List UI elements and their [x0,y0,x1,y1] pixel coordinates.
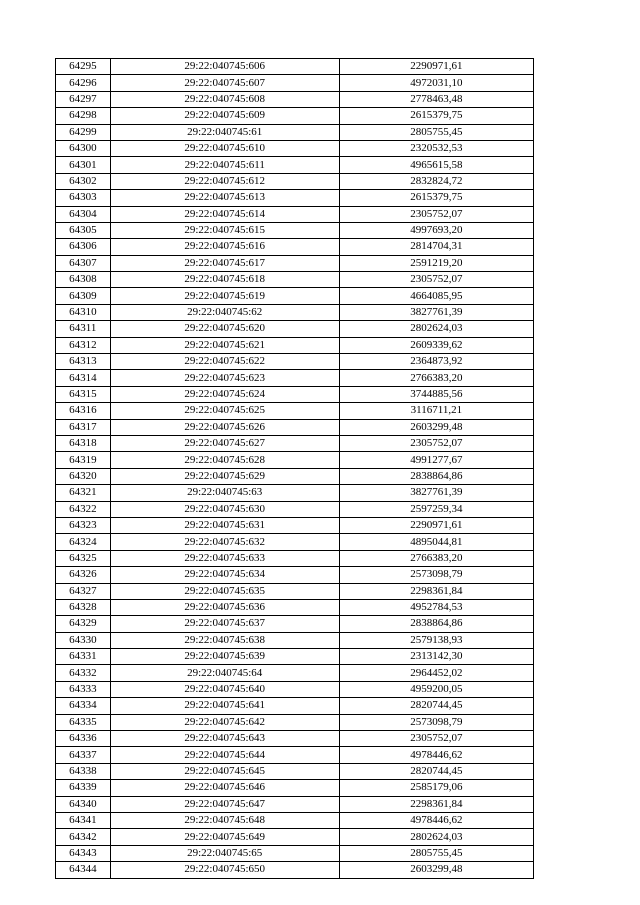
value-cell: 2766383,20 [339,370,533,386]
row-number-cell: 64303 [56,190,111,206]
table-row [56,337,534,353]
cadastral-number-cell: 29:22:040745:637 [110,616,339,632]
cadastral-number-cell: 29:22:040745:619 [110,288,339,304]
table-row [56,386,534,402]
row-number-cell: 64297 [56,91,111,107]
table-row [56,862,534,878]
table-row [56,288,534,304]
value-cell: 2832824,72 [339,173,533,189]
cadastral-number-cell: 29:22:040745:615 [110,222,339,238]
row-number-cell: 64341 [56,812,111,828]
table-row [56,517,534,533]
table-row [56,567,534,583]
cadastral-number-cell: 29:22:040745:630 [110,501,339,517]
cadastral-number-cell: 29:22:040745:639 [110,649,339,665]
table-row [56,698,534,714]
value-cell: 2615379,75 [339,190,533,206]
row-number-cell: 64340 [56,796,111,812]
value-cell: 4997693,20 [339,222,533,238]
cadastral-number-cell: 29:22:040745:644 [110,747,339,763]
table-row [56,255,534,271]
cadastral-number-cell: 29:22:040745:61 [110,124,339,140]
table-row [56,763,534,779]
row-number-cell: 64318 [56,435,111,451]
cadastral-number-cell: 29:22:040745:641 [110,698,339,714]
cadastral-number-cell: 29:22:040745:607 [110,75,339,91]
table-row [56,157,534,173]
row-number-cell: 64300 [56,140,111,156]
value-cell: 2364873,92 [339,354,533,370]
row-number-cell: 64317 [56,419,111,435]
table-row [56,550,534,566]
cadastral-number-cell: 29:22:040745:64 [110,665,339,681]
row-number-cell: 64343 [56,845,111,861]
row-number-cell: 64309 [56,288,111,304]
cadastral-number-cell: 29:22:040745:650 [110,862,339,878]
cadastral-number-cell: 29:22:040745:608 [110,91,339,107]
table-row [56,304,534,320]
cadastral-number-cell: 29:22:040745:646 [110,780,339,796]
table-row [56,468,534,484]
value-cell: 2615379,75 [339,108,533,124]
cadastral-number-cell: 29:22:040745:617 [110,255,339,271]
value-cell: 2778463,48 [339,91,533,107]
table-row [56,534,534,550]
row-number-cell: 64342 [56,829,111,845]
value-cell: 2766383,20 [339,550,533,566]
value-cell: 2290971,61 [339,59,533,75]
table-row [56,222,534,238]
cadastral-number-cell: 29:22:040745:613 [110,190,339,206]
row-number-cell: 64324 [56,534,111,550]
cadastral-number-cell: 29:22:040745:645 [110,763,339,779]
table-body [56,59,534,879]
table-row [56,370,534,386]
cadastral-number-cell: 29:22:040745:606 [110,59,339,75]
row-number-cell: 64322 [56,501,111,517]
table-row [56,845,534,861]
row-number-cell: 64306 [56,239,111,255]
value-cell: 2805755,45 [339,124,533,140]
value-cell: 2802624,03 [339,321,533,337]
row-number-cell: 64327 [56,583,111,599]
row-number-cell: 64305 [56,222,111,238]
value-cell: 2597259,34 [339,501,533,517]
cadastral-number-cell: 29:22:040745:648 [110,812,339,828]
row-number-cell: 64329 [56,616,111,632]
table-row [56,206,534,222]
value-cell: 4895044,81 [339,534,533,550]
cadastral-number-cell: 29:22:040745:610 [110,140,339,156]
cadastral-number-cell: 29:22:040745:618 [110,272,339,288]
cadastral-number-cell: 29:22:040745:614 [110,206,339,222]
value-cell: 2579138,93 [339,632,533,648]
cadastral-number-cell: 29:22:040745:616 [110,239,339,255]
table-row [56,354,534,370]
cadastral-number-cell: 29:22:040745:647 [110,796,339,812]
table-row [56,632,534,648]
value-cell: 2298361,84 [339,583,533,599]
cadastral-number-cell: 29:22:040745:63 [110,485,339,501]
table-row [56,583,534,599]
cadastral-number-cell: 29:22:040745:623 [110,370,339,386]
cadastral-number-cell: 29:22:040745:627 [110,435,339,451]
value-cell: 2820744,45 [339,763,533,779]
row-number-cell: 64320 [56,468,111,484]
value-cell: 2313142,30 [339,649,533,665]
row-number-cell: 64301 [56,157,111,173]
cadastral-number-cell: 29:22:040745:609 [110,108,339,124]
cadastral-number-cell: 29:22:040745:612 [110,173,339,189]
value-cell: 4664085,95 [339,288,533,304]
row-number-cell: 64310 [56,304,111,320]
cadastral-number-cell: 29:22:040745:643 [110,731,339,747]
table-row [56,91,534,107]
row-number-cell: 64315 [56,386,111,402]
value-cell: 2305752,07 [339,272,533,288]
row-number-cell: 64335 [56,714,111,730]
table-row [56,780,534,796]
cadastral-number-cell: 29:22:040745:631 [110,517,339,533]
value-cell: 2609339,62 [339,337,533,353]
value-cell: 2805755,45 [339,845,533,861]
row-number-cell: 64336 [56,731,111,747]
table-row [56,403,534,419]
row-number-cell: 64302 [56,173,111,189]
table-row [56,485,534,501]
row-number-cell: 64334 [56,698,111,714]
cadastral-number-cell: 29:22:040745:620 [110,321,339,337]
row-number-cell: 64319 [56,452,111,468]
row-number-cell: 64321 [56,485,111,501]
table-row [56,173,534,189]
value-cell: 3827761,39 [339,304,533,320]
table-row [56,239,534,255]
value-cell: 4965615,58 [339,157,533,173]
value-cell: 2603299,48 [339,419,533,435]
cadastral-number-cell: 29:22:040745:640 [110,681,339,697]
value-cell: 4978446,62 [339,812,533,828]
row-number-cell: 64338 [56,763,111,779]
value-cell: 2305752,07 [339,731,533,747]
cadastral-number-cell: 29:22:040745:621 [110,337,339,353]
value-cell: 2305752,07 [339,435,533,451]
cadastral-number-cell: 29:22:040745:634 [110,567,339,583]
table-row [56,435,534,451]
row-number-cell: 64344 [56,862,111,878]
table-row [56,190,534,206]
cadastral-number-cell: 29:22:040745:638 [110,632,339,648]
table-row [56,812,534,828]
value-cell: 2838864,86 [339,468,533,484]
value-cell: 2290971,61 [339,517,533,533]
cadastral-number-cell: 29:22:040745:629 [110,468,339,484]
table-row [56,796,534,812]
cadastral-value-table [55,58,534,879]
value-cell: 2305752,07 [339,206,533,222]
row-number-cell: 64332 [56,665,111,681]
value-cell: 3744885,56 [339,386,533,402]
table-row [56,59,534,75]
cadastral-number-cell: 29:22:040745:62 [110,304,339,320]
table-row [56,419,534,435]
row-number-cell: 64331 [56,649,111,665]
table-row [56,140,534,156]
cadastral-number-cell: 29:22:040745:626 [110,419,339,435]
value-cell: 2820744,45 [339,698,533,714]
value-cell: 2320532,53 [339,140,533,156]
table-row [56,321,534,337]
value-cell: 2585179,06 [339,780,533,796]
cadastral-number-cell: 29:22:040745:636 [110,599,339,615]
table-row [56,681,534,697]
table-row [56,714,534,730]
row-number-cell: 64296 [56,75,111,91]
value-cell: 3116711,21 [339,403,533,419]
value-cell: 2603299,48 [339,862,533,878]
table-row [56,452,534,468]
table-row [56,649,534,665]
row-number-cell: 64307 [56,255,111,271]
cadastral-number-cell: 29:22:040745:622 [110,354,339,370]
cadastral-number-cell: 29:22:040745:649 [110,829,339,845]
row-number-cell: 64308 [56,272,111,288]
row-number-cell: 64328 [56,599,111,615]
value-cell: 2838864,86 [339,616,533,632]
row-number-cell: 64323 [56,517,111,533]
table-row [56,731,534,747]
value-cell: 3827761,39 [339,485,533,501]
value-cell: 2591219,20 [339,255,533,271]
table-row [56,665,534,681]
cadastral-number-cell: 29:22:040745:633 [110,550,339,566]
value-cell: 4978446,62 [339,747,533,763]
table-row [56,599,534,615]
value-cell: 4959200,05 [339,681,533,697]
row-number-cell: 64295 [56,59,111,75]
row-number-cell: 64326 [56,567,111,583]
cadastral-number-cell: 29:22:040745:635 [110,583,339,599]
table-row [56,829,534,845]
table-row [56,616,534,632]
cadastral-number-cell: 29:22:040745:624 [110,386,339,402]
value-cell: 4972031,10 [339,75,533,91]
value-cell: 2573098,79 [339,567,533,583]
row-number-cell: 64312 [56,337,111,353]
table-row [56,501,534,517]
row-number-cell: 64298 [56,108,111,124]
value-cell: 4991277,67 [339,452,533,468]
row-number-cell: 64330 [56,632,111,648]
value-cell: 4952784,53 [339,599,533,615]
row-number-cell: 64314 [56,370,111,386]
row-number-cell: 64333 [56,681,111,697]
row-number-cell: 64311 [56,321,111,337]
table-row [56,108,534,124]
cadastral-number-cell: 29:22:040745:632 [110,534,339,550]
cadastral-number-cell: 29:22:040745:628 [110,452,339,468]
row-number-cell: 64337 [56,747,111,763]
row-number-cell: 64339 [56,780,111,796]
row-number-cell: 64325 [56,550,111,566]
row-number-cell: 64304 [56,206,111,222]
row-number-cell: 64299 [56,124,111,140]
value-cell: 2814704,31 [339,239,533,255]
cadastral-number-cell: 29:22:040745:65 [110,845,339,861]
cadastral-number-cell: 29:22:040745:642 [110,714,339,730]
table-row [56,272,534,288]
table-row [56,124,534,140]
value-cell: 2298361,84 [339,796,533,812]
value-cell: 2964452,02 [339,665,533,681]
table-row [56,747,534,763]
row-number-cell: 64313 [56,354,111,370]
value-cell: 2802624,03 [339,829,533,845]
cadastral-number-cell: 29:22:040745:625 [110,403,339,419]
value-cell: 2573098,79 [339,714,533,730]
table-row [56,75,534,91]
row-number-cell: 64316 [56,403,111,419]
cadastral-number-cell: 29:22:040745:611 [110,157,339,173]
